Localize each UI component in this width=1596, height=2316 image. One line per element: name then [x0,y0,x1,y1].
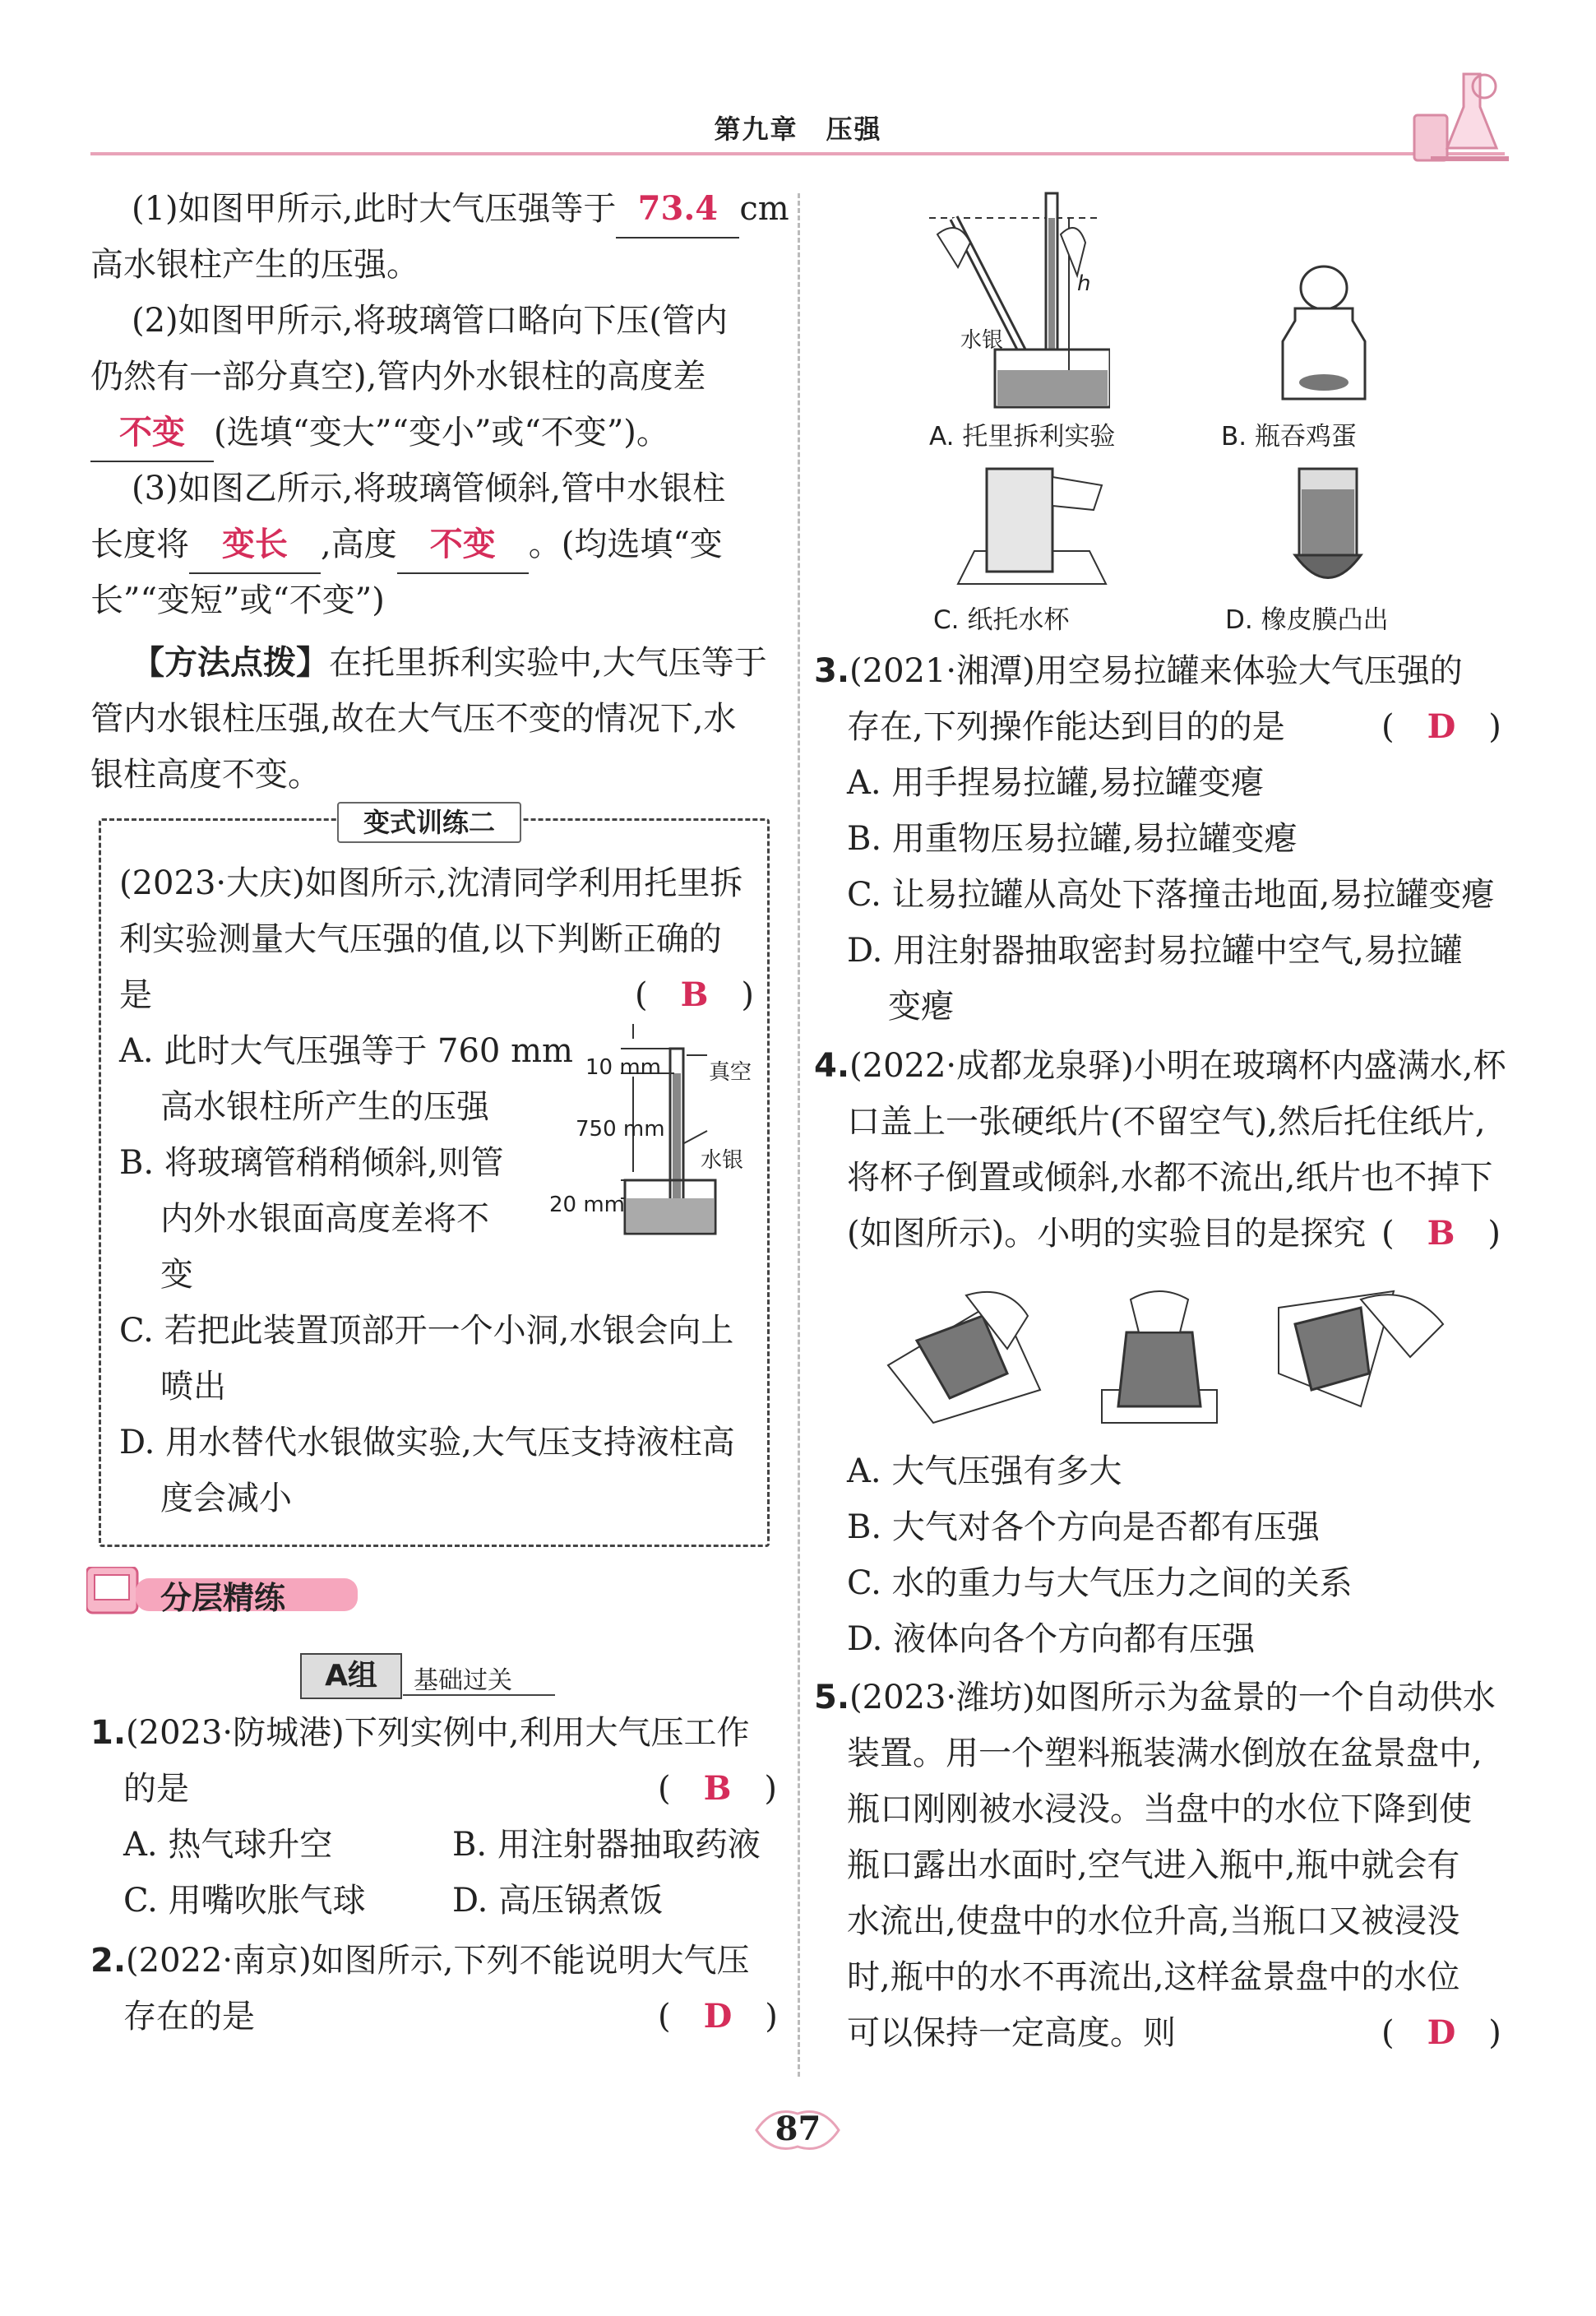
q3-answer: ( D ) [1381,707,1501,746]
q5-question-line6: 时,瓶中的水不再流出,这样盆景盘中的水位 [847,1958,1460,1996]
variant-optA2: 高水银柱所产生的压强 [160,1088,489,1126]
answer-blank-2: 不变 [90,405,214,462]
q1-optD: D. 高压锅煮饭 [452,1882,664,1920]
q5-question-line2: 装置。用一个塑料瓶装满水倒放在盆景盘中, [847,1735,1483,1772]
method-line1: 【方法点拨】在托里拆利实验中,大气压等于 [132,643,767,682]
q5-answer: ( D ) [1381,2013,1501,2052]
variant-optC2: 喷出 [160,1368,226,1406]
lab-equipment-icon [1398,58,1513,164]
q3-optD1: D. 用注射器抽取密封易拉罐中空气,易拉罐 [847,932,1463,970]
header-rule [90,152,1505,155]
fig-label-vacuum: 真空 [709,1060,752,1085]
q5-question-line4: 瓶口露出水面时,空气进入瓶中,瓶中就会有 [847,1846,1460,1884]
q1-optB: B. 用注射器抽取药液 [452,1826,761,1864]
chapter-title: 第九章 压强 [714,113,882,145]
variant-line3: 是 [119,976,152,1014]
q3-optC: C. 让易拉罐从高处下落撞击地面,易拉罐变瘪 [847,876,1495,914]
fig-label-C: C. 纸托水杯 [933,605,1070,635]
q2-line2: 仍然有一部分真空),管内外水银柱的高度差 [90,358,706,396]
q5-question-line5: 水流出,使盘中的水位升高,当瓶口又被浸没 [847,1902,1460,1940]
answer-blank-4: 不变 [397,516,529,574]
fig-label-mercury: 水银 [701,1148,744,1173]
q3-line3: 长”“变短”或“不变”) [90,581,385,619]
fig-torricelli-h: h [1077,271,1091,296]
fig-torricelli [913,185,1110,415]
answer-blank-1: 73.4 [616,181,739,239]
q3-question-line1: 3.(2021·湘潭)用空易拉罐来体验大气压强的 [814,652,1463,690]
variant-tag: 变式训练二 [337,802,521,843]
q4-optD: D. 液体向各个方向都有压强 [847,1620,1256,1658]
q1-question-line1: 1.(2023·防城港)下列实例中,利用大气压工作 [90,1714,750,1752]
variant-optC1: C. 若把此装置顶部开一个小洞,水银会向上 [119,1312,734,1350]
q4-optC: C. 水的重力与大气压力之间的关系 [847,1564,1353,1602]
q2-line3: 不变 (选填“变大”“变小”或“不变”)。 [90,405,669,462]
q3-optB: B. 用重物压易拉罐,易拉罐变瘪 [847,820,1298,858]
variant-optD2: 度会减小 [160,1480,292,1517]
fig-paper-cup [950,461,1114,592]
q4-question-line3: 将杯子倒置或倾斜,水都不流出,纸片也不掉下 [847,1159,1493,1197]
fig-inverted-cups [884,1283,1497,1427]
q1-optA: A. 热气球升空 [123,1826,333,1864]
variant-optD1: D. 用水替代水银做实验,大气压支持液柱高 [119,1424,735,1461]
q4-question-line2: 口盖上一张硬纸片(不留空气),然后托住纸片, [847,1103,1486,1141]
group-badge: A组 基础过关 [300,1653,555,1699]
q3-line2: 长度将 变长 ,高度 不变 。(均选填“变 [90,516,723,574]
fig-label-750mm: 750 mm [576,1117,665,1142]
section-title: 分层精练 [160,1580,286,1616]
q5-question-line7: 可以保持一定高度。则 [847,2014,1176,2052]
q2-question-line1: 2.(2022·南京)如图所示,下列不能说明大气压 [90,1942,750,1980]
q4-optB: B. 大气对各个方向是否都有压强 [847,1508,1320,1546]
q2-question-line2: 存在的是 [123,1998,255,2036]
q1-answer: ( B ) [658,1769,778,1808]
page-number: 87 [775,2110,821,2148]
q2-answer: ( D ) [658,1997,778,2036]
fig-label-10mm: 10 mm [585,1055,662,1080]
q1-line2: 高水银柱产生的压强。 [90,246,419,284]
q4-optA: A. 大气压强有多大 [847,1452,1122,1490]
variant-optB1: B. 将玻璃管稍稍倾斜,则管 [119,1144,504,1182]
q3-optA: A. 用手捏易拉罐,易拉罐变瘪 [847,764,1265,802]
q1-question-line2: 的是 [123,1770,189,1808]
fig-label-20mm: 20 mm [549,1193,626,1217]
fig-torricelli-mercury: 水银 [960,328,1004,353]
fig-bottle-egg [1270,263,1377,403]
variant-optA1: A. 此时大气压强等于 760 mm [119,1032,573,1070]
q4-question-line4: (如图所示)。小明的实验目的是探究 [847,1215,1367,1253]
q3-question-line2: 存在,下列操作能达到目的的是 [847,708,1285,746]
variant-optB2: 内外水银面高度差将不 [160,1200,489,1238]
variant-line2: 利实验测量大气压强的值,以下判断正确的 [119,920,722,958]
q4-question-line1: 4.(2022·成都龙泉驿)小明在玻璃杯内盛满水,杯 [814,1047,1506,1085]
q5-question-line1: 5.(2023·潍坊)如图所示为盆景的一个自动供水 [814,1679,1496,1716]
method-line2: 管内水银柱压强,故在大气压不变的情况下,水 [90,700,737,738]
fig-label-D: D. 橡皮膜凸出 [1225,605,1389,635]
q3-optD2: 变瘪 [888,988,954,1026]
q1-line1: (1)如图甲所示,此时大气压强等于 73.4 cm [132,181,789,239]
method-line3: 银柱高度不变。 [90,756,321,794]
fig-label-A: A. 托里拆利实验 [929,422,1116,452]
column-divider [798,193,800,2077]
variant-answer: ( B ) [635,975,755,1014]
variant-line1: (2023·大庆)如图所示,沈清同学利用托里拆 [119,864,743,902]
q1-optC: C. 用嘴吹胀气球 [123,1882,366,1920]
q2-line1: (2)如图甲所示,将玻璃管口略向下压(管内 [132,302,728,340]
variant-optB3: 变 [160,1256,193,1294]
fig-label-B: B. 瓶吞鸡蛋 [1221,422,1357,452]
q5-question-line3: 瓶口刚刚被水浸没。当盘中的水位下降到使 [847,1790,1472,1828]
fig-rubber-membrane [1283,465,1373,592]
q4-answer: ( B ) [1381,1214,1501,1253]
answer-blank-3: 变长 [189,516,321,574]
q3-line1: (3)如图乙所示,将玻璃管倾斜,管中水银柱 [132,470,726,507]
